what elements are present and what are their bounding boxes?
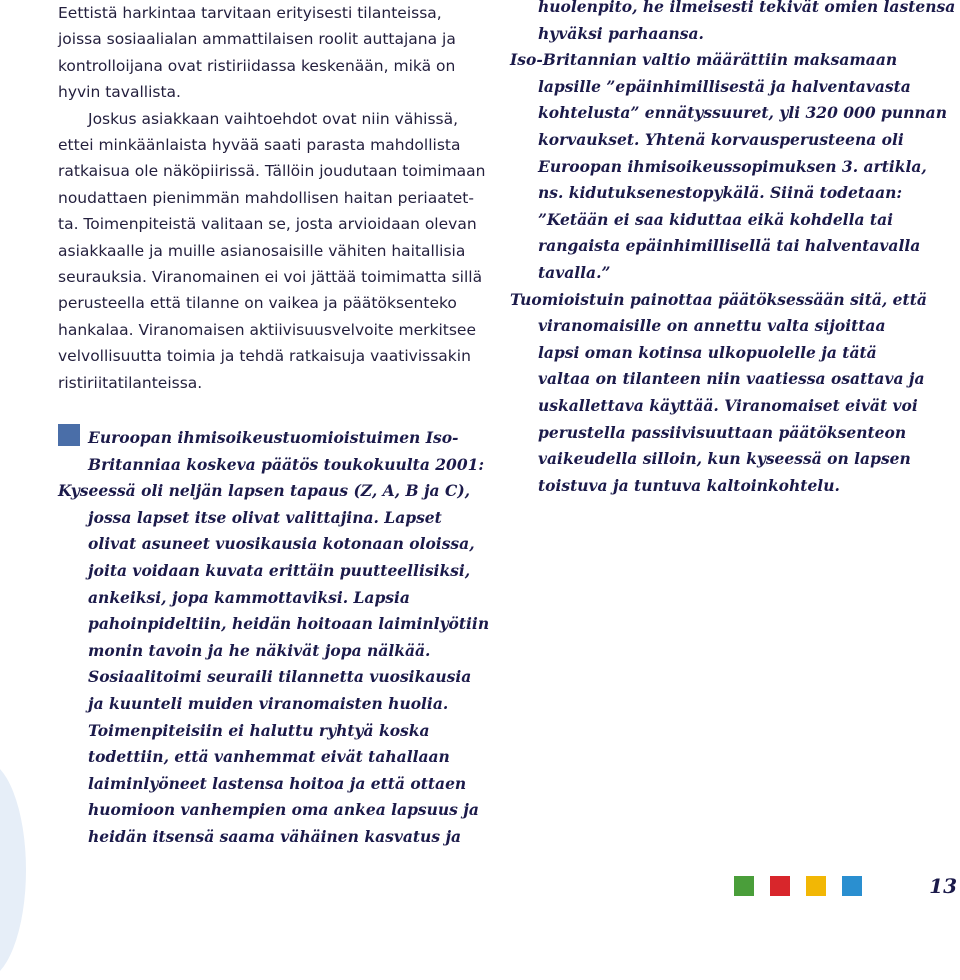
case-line: Tuomioistuin painottaa päätöksessään sitä, että [510,289,927,309]
case-box [58,424,488,851]
text-line: kontrolloijana ovat ristiriidassa keskenään, mikä on [58,56,456,75]
case-line: ns. kidutuksenestopykälä. Siinä todetaan: [538,183,903,203]
case-line: huomioon vanhempien oma ankea lapsuus ja [88,800,479,820]
case-line: Euroopan ihmisoikeussopimuksen 3. artikla, [538,156,927,176]
case-line: Kyseessä oli neljän lapsen tapaus (Z, A, B ja C), [58,481,471,501]
yellow-square-icon [806,876,826,896]
green-square-icon [734,876,754,896]
case-line: heidän itsensä saama vähäinen kasvatus ja [88,826,462,846]
footer-color-squares [734,876,862,896]
case-line: ja kuunteli muiden viranomaisten huolia. [88,693,449,713]
case-line: ”Ketään ei saa kiduttaa eikä kohdella tai [538,209,893,229]
case-line: rangaista epäinhimillisellä tai halventavalla [538,236,921,256]
text-line: perusteella että tilanne on vaikea ja päätöksenteko [58,294,457,313]
paragraph-2 [58,106,488,132]
case-line: ankeiksi, jopa kammottaviksi. Lapsia [88,587,410,607]
case-line: olivat asuneet vuosikausia kotonaan oloissa, [88,534,475,554]
text-line: noudattaen pienimmän mahdollisen haitan periaatet- [58,188,474,207]
case-line: joita voidaan kuvata erittäin puutteellisiksi, [88,560,471,580]
text-line: Eettistä harkintaa tarvitaan erityisesti tilanteissa, [58,4,442,22]
case-line: jossa lapset itse olivat valittajina. Lapset [88,507,442,527]
text-line: ta. Toimenpiteistä valitaan se, josta arvioidaan olevan [58,215,477,234]
text-line: ratkaisua ole näköpiirissä. Tällöin joudutaan toimimaan [58,162,486,181]
blue-square-icon [842,876,862,896]
paragraph-1 [58,0,488,106]
case-line: viranomaisille on annettu valta sijoittaa [538,316,886,336]
text-line: ristiriitatilanteissa. [58,373,203,392]
case-line: valtaa on tilanteen niin vaatiessa osattava ja [538,369,925,389]
case-line: vaikeudella silloin, kun kyseessä on lapsen [538,449,911,469]
page-number: 13 [929,874,957,898]
left-column-body [58,0,488,396]
text-line: asiakkaalle ja muille asianosaisille vähiten haitallisia [58,241,466,260]
case-line: laiminlyöneet lastensa hoitoa ja että ottaen [88,773,467,793]
case-line: Iso-Britannian valtio määrättiin maksamaan [510,50,898,70]
text-line: ettei minkäänlaista hyvää saati parasta mahdollista [58,136,461,155]
case-line: kohtelusta” ennätyssuuret, yli 320 000 punnan [538,103,947,123]
case-line: lapsille ”epäinhimillisestä ja halventavasta [538,76,911,96]
text-line: hankalaa. Viranomaisen aktiivisuusvelvoite merkitsee [58,320,476,339]
case-line: korvaukset. Yhtenä korvausperusteena oli [538,129,904,149]
text-line: Joskus asiakkaan vaihtoehdot ovat niin vähissä, [88,109,459,128]
text-line: joissa sosiaalialan ammattilaisen roolit auttajana ja [58,30,456,49]
case-line: Sosiaalitoimi seuraili tilannetta vuosikausia [88,667,472,687]
case-line: uskallettava käyttää. Viranomaiset eivät voi [538,395,918,415]
decorative-arc [0,760,26,980]
case-line: hyväksi parhaansa. [538,23,704,43]
bullet-square-icon [58,424,80,446]
case-line: pahoinpideltiin, heidän hoitoaan laiminlyötiin [88,614,490,634]
case-line: tavalla.” [538,262,611,282]
case-heading-line [58,424,488,452]
case-line: lapsi oman kotinsa ulkopuolelle ja tätä [538,342,877,362]
red-square-icon [770,876,790,896]
paragraph-2-cont [58,132,488,396]
text-line: hyvin tavallista. [58,83,181,102]
case-line: huolenpito, he ilmeisesti tekivät omien lastensa [538,0,956,16]
case-line: perustella passiivisuuttaan päätöksenteon [538,422,907,442]
case-line: toistuva ja tuntuva kaltoinkohtelu. [538,475,840,495]
case-line: todettiin, että vanhemmat eivät tahallaan [88,747,450,767]
text-line: velvollisuutta toimia ja tehdä ratkaisuja vaativissakin [58,347,471,366]
case-line: monin tavoin ja he näkivät jopa nälkää. [88,640,431,660]
case-heading-text: Euroopan ihmisoikeustuomioistuimen Iso- [88,428,459,447]
case-line: Britanniaa koskeva päätös toukokuulta 2001: [88,454,485,474]
case-line: Toimenpiteisiin ei haluttu ryhtyä koska [88,720,430,740]
text-line: seurauksia. Viranomainen ei voi jättää toimimatta sillä [58,268,483,287]
right-column-case-continued [510,0,956,499]
